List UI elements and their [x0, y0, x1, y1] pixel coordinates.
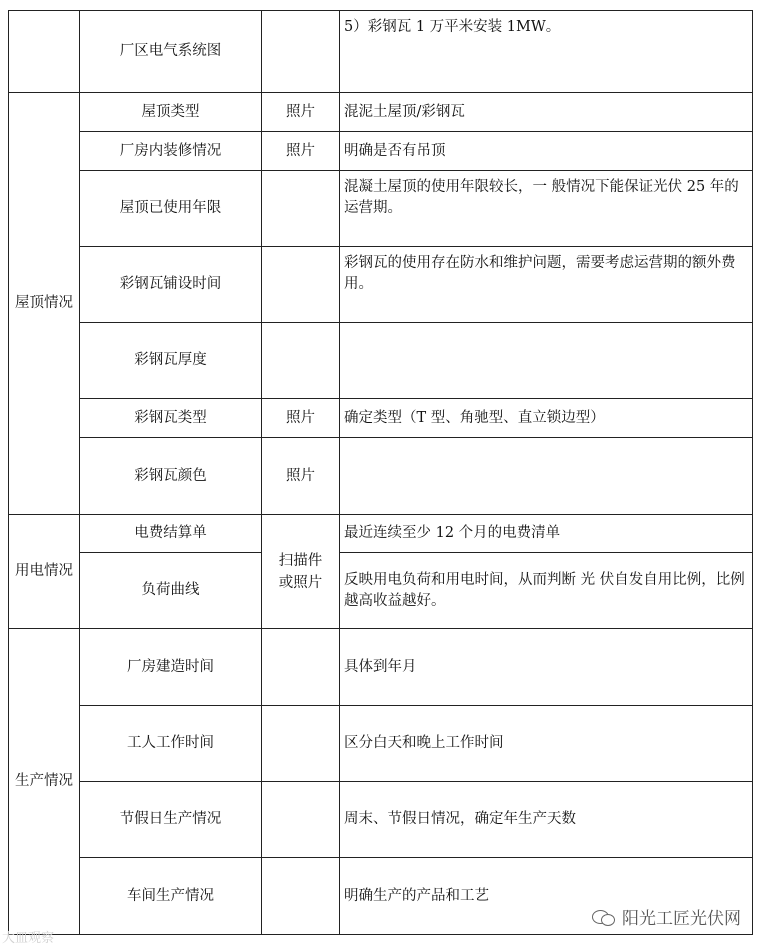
material-type: 照片: [262, 93, 340, 132]
table-row: [9, 706, 753, 782]
table-row: [9, 247, 753, 323]
table-row: [9, 323, 753, 399]
item-note: 确定类型（T 型、角驰型、直立锁边型）: [340, 399, 753, 438]
item-name: 屋顶类型: [80, 93, 262, 132]
material-type: [262, 171, 340, 247]
watermark-left: 大皿观察: [2, 931, 55, 946]
material-type: 照片: [262, 438, 340, 515]
item-name: 电费结算单: [80, 515, 262, 553]
item-name: 彩钢瓦厚度: [80, 323, 262, 399]
item-note: [340, 323, 753, 399]
group-power: 用电情况: [9, 515, 80, 629]
table-row: [9, 399, 753, 438]
group-roof: 屋顶情况: [9, 93, 80, 515]
item-note: 混泥土屋顶/彩钢瓦: [340, 93, 753, 132]
item-note: [340, 438, 753, 515]
group-cell-empty: [9, 11, 80, 93]
table-row: [9, 515, 753, 553]
material-type: [262, 706, 340, 782]
watermark-right: [588, 902, 745, 931]
item-note: 最近连续至少 12 个月的电费清单: [340, 515, 753, 553]
material-type: [262, 858, 340, 935]
table-row: [9, 93, 753, 132]
material-type: [262, 247, 340, 323]
item-name: 屋顶已使用年限: [80, 171, 262, 247]
table-row: [9, 782, 753, 858]
material-type: [262, 11, 340, 93]
item-name: 彩钢瓦类型: [80, 399, 262, 438]
item-name: 厂房内装修情况: [80, 132, 262, 171]
item-note: 周末、节假日情况，确定年生产天数: [340, 782, 753, 858]
material-type: 照片: [262, 132, 340, 171]
wechat-icon: [592, 908, 616, 926]
item-name: 工人工作时间: [80, 706, 262, 782]
material-type: [262, 323, 340, 399]
table-row: [9, 11, 753, 93]
item-name: 彩钢瓦颜色: [80, 438, 262, 515]
item-note: 具体到年月: [340, 629, 753, 706]
item-name: 厂房建造时间: [80, 629, 262, 706]
item-note: 反映用电负荷和用电时间，从而判断 光 伏自发自用比例，比例越高收益越好。: [340, 553, 753, 629]
table-row: [9, 132, 753, 171]
table-row: [9, 171, 753, 247]
material-type: [262, 629, 340, 706]
item-note: 明确生产的产品和工艺: [340, 858, 753, 935]
item-note: 区分白天和晚上工作时间: [340, 706, 753, 782]
table-row: [9, 629, 753, 706]
item-name: 负荷曲线: [80, 553, 262, 629]
item-note: 5）彩钢瓦 1 万平米安装 1MW。: [340, 11, 753, 93]
item-name: 节假日生产情况: [80, 782, 262, 858]
item-name: 彩钢瓦铺设时间: [80, 247, 262, 323]
material-type: 扫描件或照片: [262, 515, 340, 629]
item-note: 明确是否有吊顶: [340, 132, 753, 171]
survey-table: [8, 10, 753, 935]
item-name: 厂区电气系统图: [80, 11, 262, 93]
material-type: 照片: [262, 399, 340, 438]
group-production: 生产情况: [9, 629, 80, 935]
table-row: [9, 553, 753, 629]
material-type: [262, 782, 340, 858]
item-note: 混凝土屋顶的使用年限较长，一 般情况下能保证光伏 25 年的运营期。: [340, 171, 753, 247]
item-note: 彩钢瓦的使用存在防水和维护问题，需要考虑运营期的额外费用。: [340, 247, 753, 323]
item-name: 车间生产情况: [80, 858, 262, 935]
watermark-right-text: 阳光工匠光伏网: [622, 909, 741, 929]
table-row: [9, 438, 753, 515]
